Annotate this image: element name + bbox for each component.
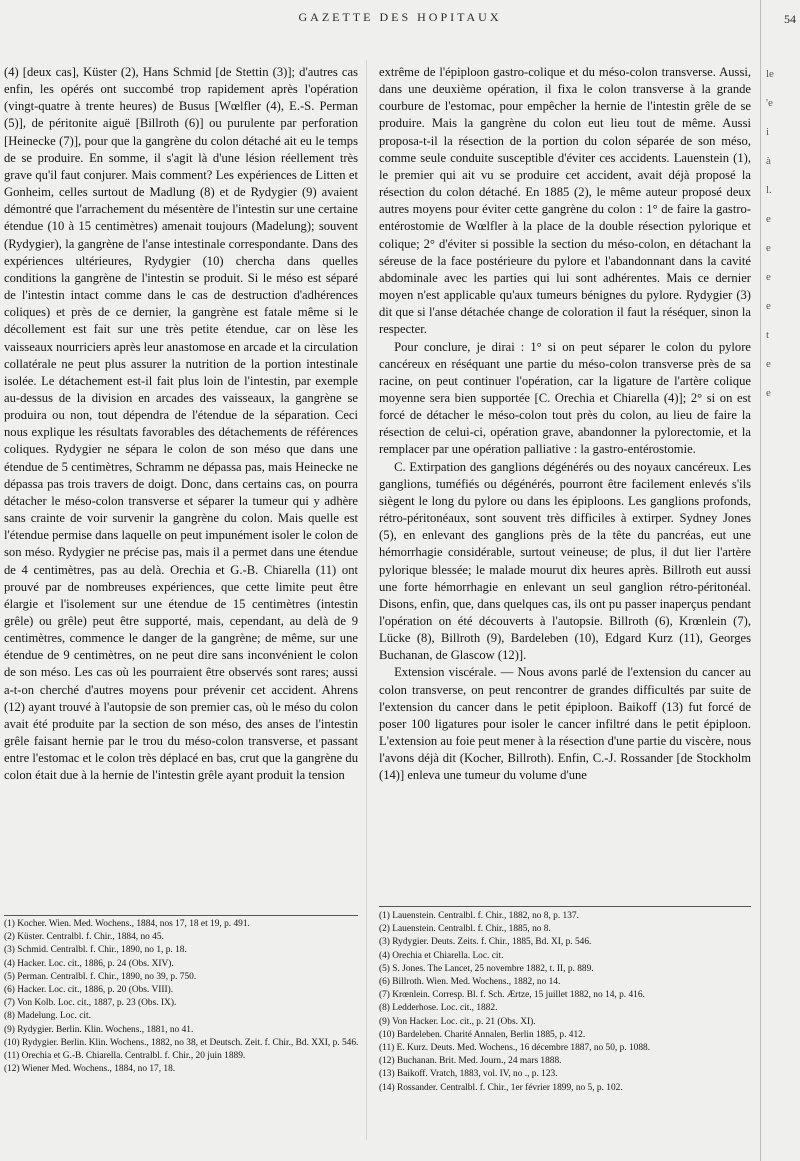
footnote: (5) Perman. Centralbl. f. Chir., 1890, no 39, p. 750. — [4, 971, 197, 982]
margin-fragment: e — [766, 271, 771, 283]
right-footnotes — [379, 910, 751, 1095]
footnote: (2) Lauenstein. Centralbl. f. Chir., 1885, no 8. — [379, 924, 551, 935]
footnote: (3) Rydygier. Deuts. Zeits. f. Chir., 1885, Bd. XI, p. 546. — [379, 937, 592, 948]
footnote: (6) Hacker. Loc. cit., 1886, p. 20 (Obs. VIII). — [4, 985, 174, 996]
margin-fragment: e — [766, 358, 771, 370]
right-paragraph: Pour conclure, je dirai : 1° si on peut séparer le colon du pylore cancéreux en réséquant une partie du méso-colon transverse près de sa racine, on peut continuer l'opération, car la ligature de l'artère colique moyenne sera bien supportée [C. Orechia et Chiarella (4)]; 2° si on est forcé de détacher le méso-colon tout près du colon, au lieu de faire la résection de celui-ci, opération grave, abandonner la pylorectomie, et la remplacer par une opération palliative : la gastro-entérostomie. — [379, 339, 751, 457]
footnote: (4) Orechia et Chiarella. Loc. cit. — [379, 950, 504, 961]
footnote: (2) Küster. Centralbl. f. Chir., 1884, no 45. — [4, 932, 164, 943]
footnote: (9) Von Hacker. Loc. cit., p. 21 (Obs. XI). — [379, 1016, 536, 1027]
right-paragraph: C. Extirpation des ganglions dégénérés ou des noyaux cancéreux. Les ganglions, tuméfiés ou dégénérés, pourront être facilement enlevés s'ils siègent le long du pylore ou dans les épiploons. Les ganglions profonds, rétro-péritonéaux, sont souvent très difficiles à extirper. Sydney Jones (5), en enlevant des ganglions près de la tête du pancréas, eut une hémorrhagie considérable, surtout veineuse; de plus, il dut lier l'artère pylorique blessée; le malade mourut dix heures après. Billroth eut aussi une forte hémorrhagie en enlevant un seul ganglion rétro-péritonéal. Disons, enfin, que, dans quelques cas, ils ont pu passer inaperçus pendant l'opération on été découverts à l'autopsie. Billroth (6), Krœnlein (7), Lücke (8), Billroth (9), Bardeleben (10), Edgard Kurz (11), Georges Buchanan, de Glascow (12)]. — [379, 459, 751, 663]
margin-fragment: 'e — [766, 97, 773, 109]
right-footnote-rule — [379, 906, 751, 907]
left-footnotes — [4, 918, 358, 1076]
footnote: (7) Krœnlein. Corresp. Bl. f. Sch. Ærtze, 15 juillet 1882, no 14, p. 416. — [379, 990, 645, 1001]
right-paragraph: Extension viscérale. — Nous avons parlé de l'extension du cancer au colon transverse, on peut rencontrer de grandes difficultés par suite de l'extension du cancer dans le petit épiploon. Baikoff (13) fut forcé de poser 100 ligatures pour isoler le cancer infiltré dans le petit épiploon. L'extension au foie peut mener à la résection d'une partie du viscère, nous l'avons déjà dit (Kocher, Billroth). Enfin, C.-J. Rossander [de Stockholm (14)] enleva une tumeur du volume d'une — [379, 665, 751, 783]
page-number: 54 — [784, 12, 796, 26]
next-page-margin — [766, 60, 800, 408]
footnote: (10) Rydygier. Berlin. Klin. Wochens., 1882, no 38, et Deutsch. Zeit. f. Chir., Bd. XXI, p. 546. — [4, 1037, 358, 1048]
margin-fragment: e — [766, 300, 771, 312]
margin-fragment: l. — [766, 184, 772, 196]
footnote: (5) S. Jones. The Lancet, 25 novembre 1882, t. II, p. 889. — [379, 963, 594, 974]
footnote: (6) Billroth. Wien. Med. Wochens., 1882, no 14. — [379, 977, 561, 988]
margin-fragment: e — [766, 242, 771, 254]
left-footnote-rule — [4, 915, 358, 916]
page-edge-rule — [760, 0, 761, 1161]
footnote: (12) Wiener Med. Wochens., 1884, no 17, 18. — [4, 1064, 176, 1075]
right-column — [379, 64, 751, 785]
column-gutter — [366, 60, 367, 1140]
footnote: (13) Baikoff. Vratch, 1883, vol. IV, no ., p. 123. — [379, 1069, 558, 1080]
margin-fragment: e — [766, 387, 771, 399]
margin-fragment: t — [766, 329, 770, 341]
left-column — [4, 64, 358, 785]
margin-fragment: le — [766, 68, 774, 80]
footnote: (4) Hacker. Loc. cit., 1886, p. 24 (Obs. XIV). — [4, 958, 174, 969]
footnote: (14) Rossander. Centralbl. f. Chir., 1er février 1899, no 5, p. 102. — [379, 1082, 623, 1093]
right-paragraph: extrême de l'épiploon gastro-colique et du méso-colon transverse. Aussi, dans une deuxième opération, il fixa le colon transverse à la grande courbure de l'estomac, pour empêcher la hernie de l'intestin grêle de se produire. Mais la gangrène du colon eut lieu tout de même. Aussi proposa-t-il la résection de la portion du colon séparée de son méso, comme seule conduite susceptible d'éviter ces accidents. Lauenstein (1), le premier qui ait vu se produire cet accident, avait déjà proposé la résection du colon détaché. En 1885 (2), le même auteur proposé deux autres moyens pour éviter cette gangrène du colon : 1° de faire la gastro-entérostomie de Wœlfler à la place de la double résection pylorique et colique; 2° d'éviter si possible la section du méso-colon, en détachant la séreuse de la face postérieure du pylore et l'abandonnant dans la cavité abdominale avec les parties qui lui sont adhérentes. Mais ce dernier moyen n'est applicable qu'aux tumeurs bénignes du pylore. Rydygier (3) dit que si l'anse détachée change de coloration il faut la réséquer, sinon la respecter. — [379, 65, 751, 337]
footnote: (1) Kocher. Wien. Med. Wochens., 1884, nos 17, 18 et 19, p. 491. — [4, 919, 250, 929]
footnote: (1) Lauenstein. Centralbl. f. Chir., 1882, no 8, p. 137. — [379, 911, 579, 921]
margin-fragment: i — [766, 126, 770, 138]
margin-fragment: à — [766, 155, 771, 167]
footnote: (7) Von Kolb. Loc. cit., 1887, p. 23 (Obs. IX). — [4, 998, 177, 1009]
running-title: GAZETTE DES HOPITAUX — [298, 10, 502, 24]
left-paragraph: (4) [deux cas], Küster (2), Hans Schmid [de Stettin (3)]; d'autres cas enfin, les opérés ont succombé trop rapidement après l'opération (vingt-quatre à trente heures) de Busus [Wœlfler (4), E.-S. Perman (5)], de péritonite aiguë [Billroth (6)] ou purulente par perforation [Heinecke (7)], pour que la gangrène du colon détaché ait eu le temps de se produire. En somme, il s'agit là d'une lésion réellement très grave qu'il faut conjurer. Mais comment? Les expériences de Litten et Gonheim, celles surtout de Madlung (8) et de Rydygier (9) avaient démontré que l'arrachement du mésentère de l'intestin sur une certaine étendue (10 à 15 centimètres) amenait toujours (Madelung); souvent (Rydygier), la gangrène de l'anse intestinale correspondante. Dans des expériences ultérieures, Rydygier (10) chercha dans quelles conditions la gangrène de l'intestin se produit. Si le méso est séparé de l'intestin intact comme dans le cas de destruction d'adhérences coliques) et près de ce dernier, la gangrène est fatale même si le décollement est fait sur une très petite étendue, car on lèse les vaisseaux nourriciers après leur anastomose en arcade et la circulation collatérale ne peut plus assurer la nutrition de la portion intestinale isolée. Le détachement est-il fait plus loin de l'intestin, par exemple au-dessus de la division en arcades des vaisseaux, la gangrène se produira ou non, tout dépendra de l'étendue de la séparation. Ceci nous explique les résultats favorables des détachements de références coliques. Rydygier ne sépara le colon de son méso que dans une étendue de 5 centimètres, Schramm ne dépassa pas, mais Heinecke ne dépassa pas trois travers de doigt. Donc, dans certains cas, on pourra détacher le méso-colon transverse et séparer la tumeur qui y adhère sans crainte de voir survenir la gangrène du colon. Mais quelle est l'étendue permise dans laquelle on peut impunément isoler le colon de son méso. Rydygier ne précise pas, mais il a permet dans une étendue de 4 centimètres, pas au delà. Orechia et G.-B. Chiarella (11) ont prouvé par de nombreuses expériences, que cette limite peut être élargie et l'isolement sur une étendue de 15 centimètres (intestin grêle) ou grêle) peut être supporté, mais, cependant, au delà de 9 centimètres, commence le danger de la gangrène; de même, sur une étendue de 9 centimètres, on ne peut dire sans inconvénient le colon de son méso. Les cas où les pourraient être observés sont rares; aussi a-t-on cherché d'autres moyens pour prévenir cet accident. Ahrens (12) ayant trouvé à l'autopsie de son premier cas, où le méso du colon avait été produite par la section de son méso, des anses de l'intestin grêle faisant hernie par le trou du méso-colon transverse, et passant entre l'estomac et le colon très déplacé en bas, crut que la gangrène du colon était due à la hernie de l'intestin grêle ayant produit la tension — [4, 65, 358, 783]
footnote: (8) Ledderhose. Loc. cit., 1882. — [379, 1003, 498, 1014]
margin-fragment: e — [766, 213, 771, 225]
footnote: (9) Rydygier. Berlin. Klin. Wochens., 1881, no 41. — [4, 1024, 194, 1035]
footnote: (12) Buchanan. Brit. Med. Journ., 24 mars 1888. — [379, 1056, 562, 1067]
footnote: (10) Bardeleben. Charité Annalen, Berlin 1885, p. 412. — [379, 1029, 586, 1040]
footnote: (8) Madelung. Loc. cit. — [4, 1011, 91, 1022]
footnote: (3) Schmid. Centralbl. f. Chir., 1890, no 1, p. 18. — [4, 945, 187, 956]
footnote: (11) E. Kurz. Deuts. Med. Wochens., 16 décembre 1887, no 50, p. 1088. — [379, 1043, 651, 1054]
footnote: (11) Orechia et G.-B. Chiarella. Centralbl. f. Chir., 20 juin 1889. — [4, 1051, 246, 1062]
